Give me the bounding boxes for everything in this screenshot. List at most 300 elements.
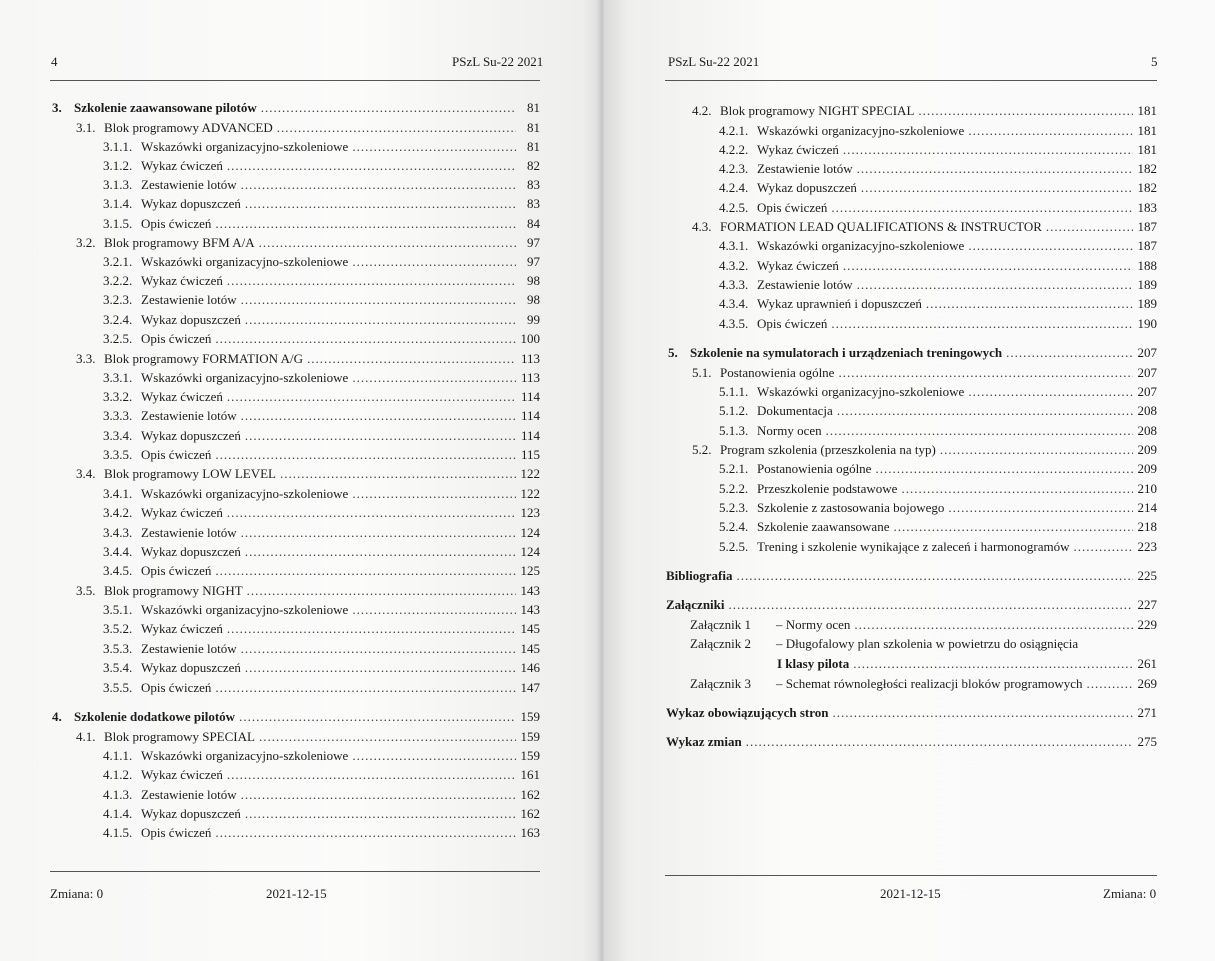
toc-entry <box>103 680 540 696</box>
toc-entry-title: Blok programowy LOW LEVEL <box>104 466 276 481</box>
toc-entry-title: Wykaz zmian <box>666 734 742 749</box>
toc-entry-page: 124 <box>520 544 540 559</box>
toc-entry-page: 97 <box>527 254 540 269</box>
toc-entry-page: 208 <box>1137 423 1157 438</box>
toc-entry-number: 3.5.3. <box>103 641 133 656</box>
toc-entry <box>103 158 540 174</box>
toc-leader-dots <box>261 100 516 116</box>
toc-leader-dots <box>215 331 516 347</box>
toc-entry <box>103 544 540 560</box>
toc-entry <box>103 196 540 212</box>
left-page <box>0 0 600 961</box>
toc-entry-page: 143 <box>520 583 540 598</box>
toc-entry-page: 97 <box>527 235 540 250</box>
toc-entry-page: 223 <box>1137 539 1157 554</box>
toc-leader-dots <box>843 142 1133 158</box>
toc-leader-dots <box>352 748 516 764</box>
toc-entry-page: 182 <box>1137 161 1157 176</box>
toc-entry-number: 3.5.4. <box>103 660 133 675</box>
toc-entry <box>777 656 1157 672</box>
toc-entry <box>103 389 540 405</box>
toc-entry-title: Wykaz dopuszczeń <box>141 544 241 559</box>
toc-entry-title: Opis ćwiczeń <box>141 331 212 346</box>
toc-entry-title: Opis ćwiczeń <box>141 216 212 231</box>
toc-entry-number: 3.1. <box>76 120 96 135</box>
footer-date: 2021-12-15 <box>880 886 941 901</box>
toc-entry-page: 214 <box>1137 500 1157 515</box>
toc-leader-dots <box>968 384 1133 400</box>
toc-entry-page: 145 <box>520 621 540 636</box>
toc-entry-page: 207 <box>1137 384 1157 399</box>
toc-entry <box>76 235 540 251</box>
toc-entry-page: 208 <box>1137 403 1157 418</box>
toc-entry-title: Blok programowy ADVANCED <box>104 120 273 135</box>
footer-date: 2021-12-15 <box>266 886 327 901</box>
toc-entry-number: 3.1.1. <box>103 139 133 154</box>
toc-entry-page: 187 <box>1137 238 1157 253</box>
toc-entry <box>103 486 540 502</box>
toc-leader-dots <box>831 200 1133 216</box>
toc-leader-dots <box>1046 219 1133 235</box>
toc-entry-page: 123 <box>520 505 540 520</box>
toc-entry <box>103 660 540 676</box>
toc-leader-dots <box>838 365 1133 381</box>
toc-entry-title: Bibliografia <box>666 568 733 583</box>
toc-entry-title: Blok programowy FORMATION A/G <box>104 351 303 366</box>
toc-entry-number: 3.4.4. <box>103 544 133 559</box>
toc-entry-title: Szkolenie dodatkowe pilotów <box>74 709 236 724</box>
toc-entry-number: 3.2.2. <box>103 273 133 288</box>
toc-leader-dots <box>277 120 516 136</box>
toc-entry-page: 189 <box>1137 296 1157 311</box>
toc-entry-title: Wykaz ćwiczeń <box>757 258 839 273</box>
toc-leader-dots <box>245 196 516 212</box>
toc-entry <box>103 139 540 155</box>
toc-entry-title: Przeszkolenie podstawowe <box>757 481 898 496</box>
toc-leader-dots <box>245 428 516 444</box>
toc-entry-number: 5.2.5. <box>719 539 749 554</box>
toc-entry <box>719 277 1157 293</box>
toc-entry-title: – Normy ocen <box>776 617 851 632</box>
toc-entry-title: Opis ćwiczeń <box>757 200 828 215</box>
toc-entry-number: 3.1.5. <box>103 216 133 231</box>
toc-entry-number: 4.1.4. <box>103 806 133 821</box>
toc-entry-title: Wskazówki organizacyjno-szkoleniowe <box>757 123 965 138</box>
toc-entry-number: 5.2.2. <box>719 481 749 496</box>
toc-entry-number: 4.3.4. <box>719 296 749 311</box>
toc-leader-dots <box>729 597 1133 613</box>
toc-leader-dots <box>307 351 516 367</box>
toc-entry-number: 3.1.3. <box>103 177 133 192</box>
toc-entry-number: 5.2.3. <box>719 500 749 515</box>
toc-entry <box>103 408 540 424</box>
toc-entry <box>690 676 1157 692</box>
toc-entry-page: 98 <box>527 273 540 288</box>
toc-entry <box>719 519 1157 535</box>
toc-leader-dots <box>245 660 516 676</box>
toc-entry <box>76 729 540 745</box>
toc-entry <box>719 161 1157 177</box>
toc-leader-dots <box>746 734 1133 750</box>
toc-entry <box>103 825 540 841</box>
toc-entry-number: 3.2.1. <box>103 254 133 269</box>
toc-entry <box>666 568 1157 584</box>
toc-entry <box>103 806 540 822</box>
toc-entry-title: Postanowienia ogólne <box>757 461 872 476</box>
toc-entry-title: Wykaz ćwiczeń <box>141 621 223 636</box>
table-of-contents <box>0 0 600 961</box>
toc-entry-title: Opis ćwiczeń <box>141 447 212 462</box>
toc-entry <box>719 539 1157 555</box>
toc-entry <box>666 597 1157 613</box>
toc-leader-dots <box>948 500 1133 516</box>
toc-entry <box>690 636 1157 652</box>
toc-leader-dots <box>968 123 1133 139</box>
toc-entry <box>103 292 540 308</box>
toc-entry-title: – Schemat równoległości realizacji bloków programowych <box>776 676 1083 691</box>
toc-entry-title: Wskazówki organizacyjno-szkoleniowe <box>757 384 965 399</box>
toc-entry <box>668 345 1157 361</box>
toc-entry <box>103 428 540 444</box>
toc-entry-title: Blok programowy BFM A/A <box>104 235 255 250</box>
table-of-contents <box>604 0 1215 961</box>
header-title: PSzL Su-22 2021 <box>668 54 760 69</box>
toc-entry-page: 190 <box>1137 316 1157 331</box>
toc-entry <box>719 123 1157 139</box>
toc-entry-title: Wykaz ćwiczeń <box>141 273 223 288</box>
toc-entry-title: Wykaz ćwiczeń <box>141 767 223 782</box>
toc-entry-number: 3. <box>52 100 62 115</box>
toc-entry-page: 83 <box>527 196 540 211</box>
toc-leader-dots <box>1074 539 1134 555</box>
toc-entry-page: 114 <box>520 389 540 404</box>
toc-leader-dots <box>280 466 516 482</box>
toc-entry-title: Wykaz dopuszczeń <box>141 312 241 327</box>
toc-entry-page: 145 <box>520 641 540 656</box>
toc-leader-dots <box>245 544 516 560</box>
header-title: PSzL Su-22 2021 <box>452 54 544 69</box>
toc-entry-number: 4.2.2. <box>719 142 749 157</box>
toc-leader-dots <box>227 767 516 783</box>
toc-entry <box>103 641 540 657</box>
toc-entry-number: 3.4.2. <box>103 505 133 520</box>
toc-entry <box>719 142 1157 158</box>
toc-entry-page: 143 <box>520 602 540 617</box>
toc-entry-number: 3.3.1. <box>103 370 133 385</box>
toc-entry-number: 5.1. <box>692 365 712 380</box>
toc-entry-page: 229 <box>1137 617 1157 632</box>
toc-entry-title: Zestawienie lotów <box>141 177 237 192</box>
toc-entry <box>719 238 1157 254</box>
toc-entry <box>103 447 540 463</box>
toc-leader-dots <box>736 568 1133 584</box>
toc-leader-dots <box>227 273 516 289</box>
toc-entry <box>103 748 540 764</box>
footer-change: Zmiana: 0 <box>1103 886 1157 901</box>
toc-entry-title: Wykaz dopuszczeń <box>141 806 241 821</box>
toc-leader-dots <box>245 806 516 822</box>
toc-entry-title: Wskazówki organizacyjno-szkoleniowe <box>757 238 965 253</box>
toc-entry-page: 99 <box>527 312 540 327</box>
toc-entry-page: 269 <box>1137 676 1157 691</box>
toc-entry-number: 5.1.2. <box>719 403 749 418</box>
toc-entry-number: 3.1.2. <box>103 158 133 173</box>
toc-entry <box>666 734 1157 750</box>
toc-leader-dots <box>245 312 516 328</box>
toc-entry-title: Wykaz dopuszczeń <box>757 180 857 195</box>
toc-entry-page: 227 <box>1137 597 1157 612</box>
toc-leader-dots <box>918 103 1133 119</box>
toc-leader-dots <box>352 602 516 618</box>
toc-entry-number: 3.2.5. <box>103 331 133 346</box>
toc-entry-number: Załącznik 2 <box>690 636 751 651</box>
toc-entry <box>719 296 1157 312</box>
toc-entry-page: 81 <box>527 139 540 154</box>
toc-entry <box>76 120 540 136</box>
toc-entry-page: 147 <box>520 680 540 695</box>
toc-entry-page: 125 <box>520 563 540 578</box>
toc-entry-number: 5.2.4. <box>719 519 749 534</box>
toc-entry <box>719 403 1157 419</box>
toc-entry-page: 83 <box>527 177 540 192</box>
toc-entry <box>103 505 540 521</box>
footer-change: Zmiana: 0 <box>50 886 104 901</box>
toc-leader-dots <box>241 292 516 308</box>
toc-entry <box>692 442 1157 458</box>
page-number: 4 <box>51 54 58 69</box>
toc-entry-title: Opis ćwiczeń <box>757 316 828 331</box>
toc-entry-number: 4.3. <box>692 219 712 234</box>
toc-entry-page: 163 <box>520 825 540 840</box>
toc-entry-number: 4.2.4. <box>719 180 749 195</box>
toc-entry <box>52 100 540 116</box>
toc-entry-title: Blok programowy NIGHT <box>104 583 243 598</box>
toc-entry-page: 124 <box>520 525 540 540</box>
toc-leader-dots <box>352 370 516 386</box>
toc-entry-page: 114 <box>520 428 540 443</box>
toc-entry-page: 187 <box>1137 219 1157 234</box>
toc-leader-dots <box>241 787 516 803</box>
toc-leader-dots <box>861 180 1133 196</box>
toc-leader-dots <box>239 709 516 725</box>
toc-entry-number: 3.3. <box>76 351 96 366</box>
toc-entry-number: 3.3.5. <box>103 447 133 462</box>
toc-entry <box>103 525 540 541</box>
toc-entry-number: 4.3.3. <box>719 277 749 292</box>
toc-entry-number: 4.1.1. <box>103 748 133 763</box>
toc-entry-number: 4.3.5. <box>719 316 749 331</box>
toc-entry-number: 3.3.2. <box>103 389 133 404</box>
toc-entry-number: 3.4. <box>76 466 96 481</box>
right-page <box>604 0 1215 961</box>
toc-leader-dots <box>215 447 516 463</box>
toc-entry-number: 5.1.1. <box>719 384 749 399</box>
toc-entry <box>719 258 1157 274</box>
toc-entry-page: 159 <box>520 709 540 724</box>
page-number: 5 <box>1151 54 1158 69</box>
toc-entry-page: 122 <box>520 486 540 501</box>
toc-entry-page: 98 <box>527 292 540 307</box>
toc-entry <box>719 384 1157 400</box>
toc-entry-page: 207 <box>1137 345 1157 360</box>
toc-entry <box>719 316 1157 332</box>
toc-entry-page: 181 <box>1137 103 1157 118</box>
toc-entry-page: 84 <box>527 216 540 231</box>
toc-entry-number: 3.5.5. <box>103 680 133 695</box>
toc-entry <box>690 617 1157 633</box>
toc-entry-number: 4.2. <box>692 103 712 118</box>
toc-leader-dots <box>857 277 1133 293</box>
toc-entry-page: 161 <box>520 767 540 782</box>
toc-leader-dots <box>259 729 516 745</box>
toc-entry <box>52 709 540 725</box>
toc-entry-page: 261 <box>1137 656 1157 671</box>
toc-entry-number: 4.1.3. <box>103 787 133 802</box>
toc-leader-dots <box>1006 345 1133 361</box>
toc-entry-number: 3.3.3. <box>103 408 133 423</box>
toc-entry-title: – Długofalowy plan szkolenia w powietrzu do osiągnięcia <box>776 636 1079 651</box>
toc-entry <box>76 583 540 599</box>
toc-entry-title: Opis ćwiczeń <box>141 563 212 578</box>
toc-leader-dots <box>901 481 1133 497</box>
toc-entry-title: Wskazówki organizacyjno-szkoleniowe <box>141 748 349 763</box>
toc-entry <box>692 219 1157 235</box>
toc-entry-page: 162 <box>520 806 540 821</box>
toc-leader-dots <box>857 161 1133 177</box>
toc-leader-dots <box>843 258 1133 274</box>
toc-entry-page: 113 <box>520 351 540 366</box>
toc-entry-number: 5. <box>668 345 678 360</box>
toc-entry-title: Program szkolenia (przeszkolenia na typ) <box>720 442 936 457</box>
toc-entry <box>103 621 540 637</box>
toc-entry-title: Wykaz ćwiczeń <box>757 142 839 157</box>
toc-entry-title: Wskazówki organizacyjno-szkoleniowe <box>141 370 349 385</box>
toc-entry-page: 115 <box>520 447 540 462</box>
toc-entry-title: Wykaz uprawnień i dopuszczeń <box>757 296 922 311</box>
toc-entry-number: 3.1.4. <box>103 196 133 211</box>
toc-entry-number: 4.1. <box>76 729 96 744</box>
toc-entry-page: 114 <box>520 408 540 423</box>
toc-entry-page: 100 <box>520 331 540 346</box>
toc-entry <box>76 466 540 482</box>
toc-entry <box>719 481 1157 497</box>
toc-entry-page: 81 <box>527 120 540 135</box>
toc-entry <box>103 563 540 579</box>
toc-entry <box>103 177 540 193</box>
toc-leader-dots <box>215 563 516 579</box>
toc-leader-dots <box>826 423 1133 439</box>
toc-entry-number: 3.2. <box>76 235 96 250</box>
toc-entry-page: 225 <box>1137 568 1157 583</box>
toc-entry-page: 209 <box>1137 442 1157 457</box>
toc-entry-number: 4.3.1. <box>719 238 749 253</box>
toc-leader-dots <box>227 158 516 174</box>
toc-entry <box>719 461 1157 477</box>
toc-entry-page: 218 <box>1137 519 1157 534</box>
toc-entry <box>692 365 1157 381</box>
toc-entry-number: 5.2. <box>692 442 712 457</box>
toc-entry <box>103 331 540 347</box>
toc-entry-title: Wykaz ćwiczeń <box>141 389 223 404</box>
toc-entry-title: Wykaz ćwiczeń <box>141 158 223 173</box>
toc-entry-title: Wykaz ćwiczeń <box>141 505 223 520</box>
toc-entry-title: Wskazówki organizacyjno-szkoleniowe <box>141 486 349 501</box>
toc-entry-title: Zestawienie lotów <box>141 641 237 656</box>
footer-rule <box>665 875 1157 876</box>
toc-entry-number: 4. <box>52 709 62 724</box>
toc-entry <box>666 705 1157 721</box>
toc-entry-page: 162 <box>520 787 540 802</box>
toc-entry-page: 210 <box>1137 481 1157 496</box>
toc-entry-title: Wskazówki organizacyjno-szkoleniowe <box>141 139 349 154</box>
toc-entry-page: 188 <box>1137 258 1157 273</box>
toc-entry <box>103 602 540 618</box>
toc-entry-title: Blok programowy NIGHT SPECIAL <box>720 103 915 118</box>
toc-leader-dots <box>940 442 1133 458</box>
toc-leader-dots <box>968 238 1133 254</box>
toc-entry <box>103 273 540 289</box>
toc-entry <box>692 103 1157 119</box>
toc-entry-number: 4.1.2. <box>103 767 133 782</box>
toc-entry <box>719 500 1157 516</box>
toc-entry-title: Trening i szkolenie wynikające z zaleceń i harmonogramów <box>757 539 1070 554</box>
toc-entry-title: Zestawienie lotów <box>141 787 237 802</box>
toc-entry-number: 3.4.5. <box>103 563 133 578</box>
toc-entry-title: Blok programowy SPECIAL <box>104 729 255 744</box>
toc-entry-page: 122 <box>520 466 540 481</box>
toc-entry-page: 183 <box>1137 200 1157 215</box>
toc-leader-dots <box>247 583 516 599</box>
toc-entry-number: 4.2.1. <box>719 123 749 138</box>
toc-entry-page: 207 <box>1137 365 1157 380</box>
toc-leader-dots <box>227 621 516 637</box>
toc-entry-page: 182 <box>1137 180 1157 195</box>
toc-entry-title: Zestawienie lotów <box>141 525 237 540</box>
toc-entry-title: Wykaz dopuszczeń <box>141 428 241 443</box>
toc-leader-dots <box>831 316 1133 332</box>
toc-leader-dots <box>227 505 516 521</box>
toc-entry-title: Zestawienie lotów <box>141 292 237 307</box>
toc-entry-title: Wykaz dopuszczeń <box>141 196 241 211</box>
toc-entry-page: 82 <box>527 158 540 173</box>
toc-entry-number: 3.3.4. <box>103 428 133 443</box>
toc-leader-dots <box>241 525 516 541</box>
toc-leader-dots <box>241 641 516 657</box>
toc-entry-number: Załącznik 1 <box>690 617 751 632</box>
toc-entry-title: I klasy pilota <box>777 656 850 671</box>
toc-entry-title: FORMATION LEAD QUALIFICATIONS & INSTRUCTOR <box>720 219 1042 234</box>
toc-entry-number: 3.2.3. <box>103 292 133 307</box>
toc-entry <box>76 351 540 367</box>
toc-entry-page: 181 <box>1137 142 1157 157</box>
toc-entry-number: 3.5.1. <box>103 602 133 617</box>
toc-entry-page: 189 <box>1137 277 1157 292</box>
toc-entry-number: 3.2.4. <box>103 312 133 327</box>
toc-leader-dots <box>215 680 516 696</box>
toc-entry <box>719 200 1157 216</box>
toc-entry-title: Normy ocen <box>757 423 822 438</box>
toc-leader-dots <box>875 461 1133 477</box>
toc-entry-number: Załącznik 3 <box>690 676 751 691</box>
toc-leader-dots <box>227 389 516 405</box>
toc-entry-number: 4.1.5. <box>103 825 133 840</box>
toc-leader-dots <box>259 235 516 251</box>
toc-entry-page: 275 <box>1137 734 1157 749</box>
toc-entry-title: Dokumentacja <box>757 403 833 418</box>
toc-entry-number: 5.1.3. <box>719 423 749 438</box>
toc-entry-title: Wykaz dopuszczeń <box>141 660 241 675</box>
toc-entry-title: Wskazówki organizacyjno-szkoleniowe <box>141 254 349 269</box>
